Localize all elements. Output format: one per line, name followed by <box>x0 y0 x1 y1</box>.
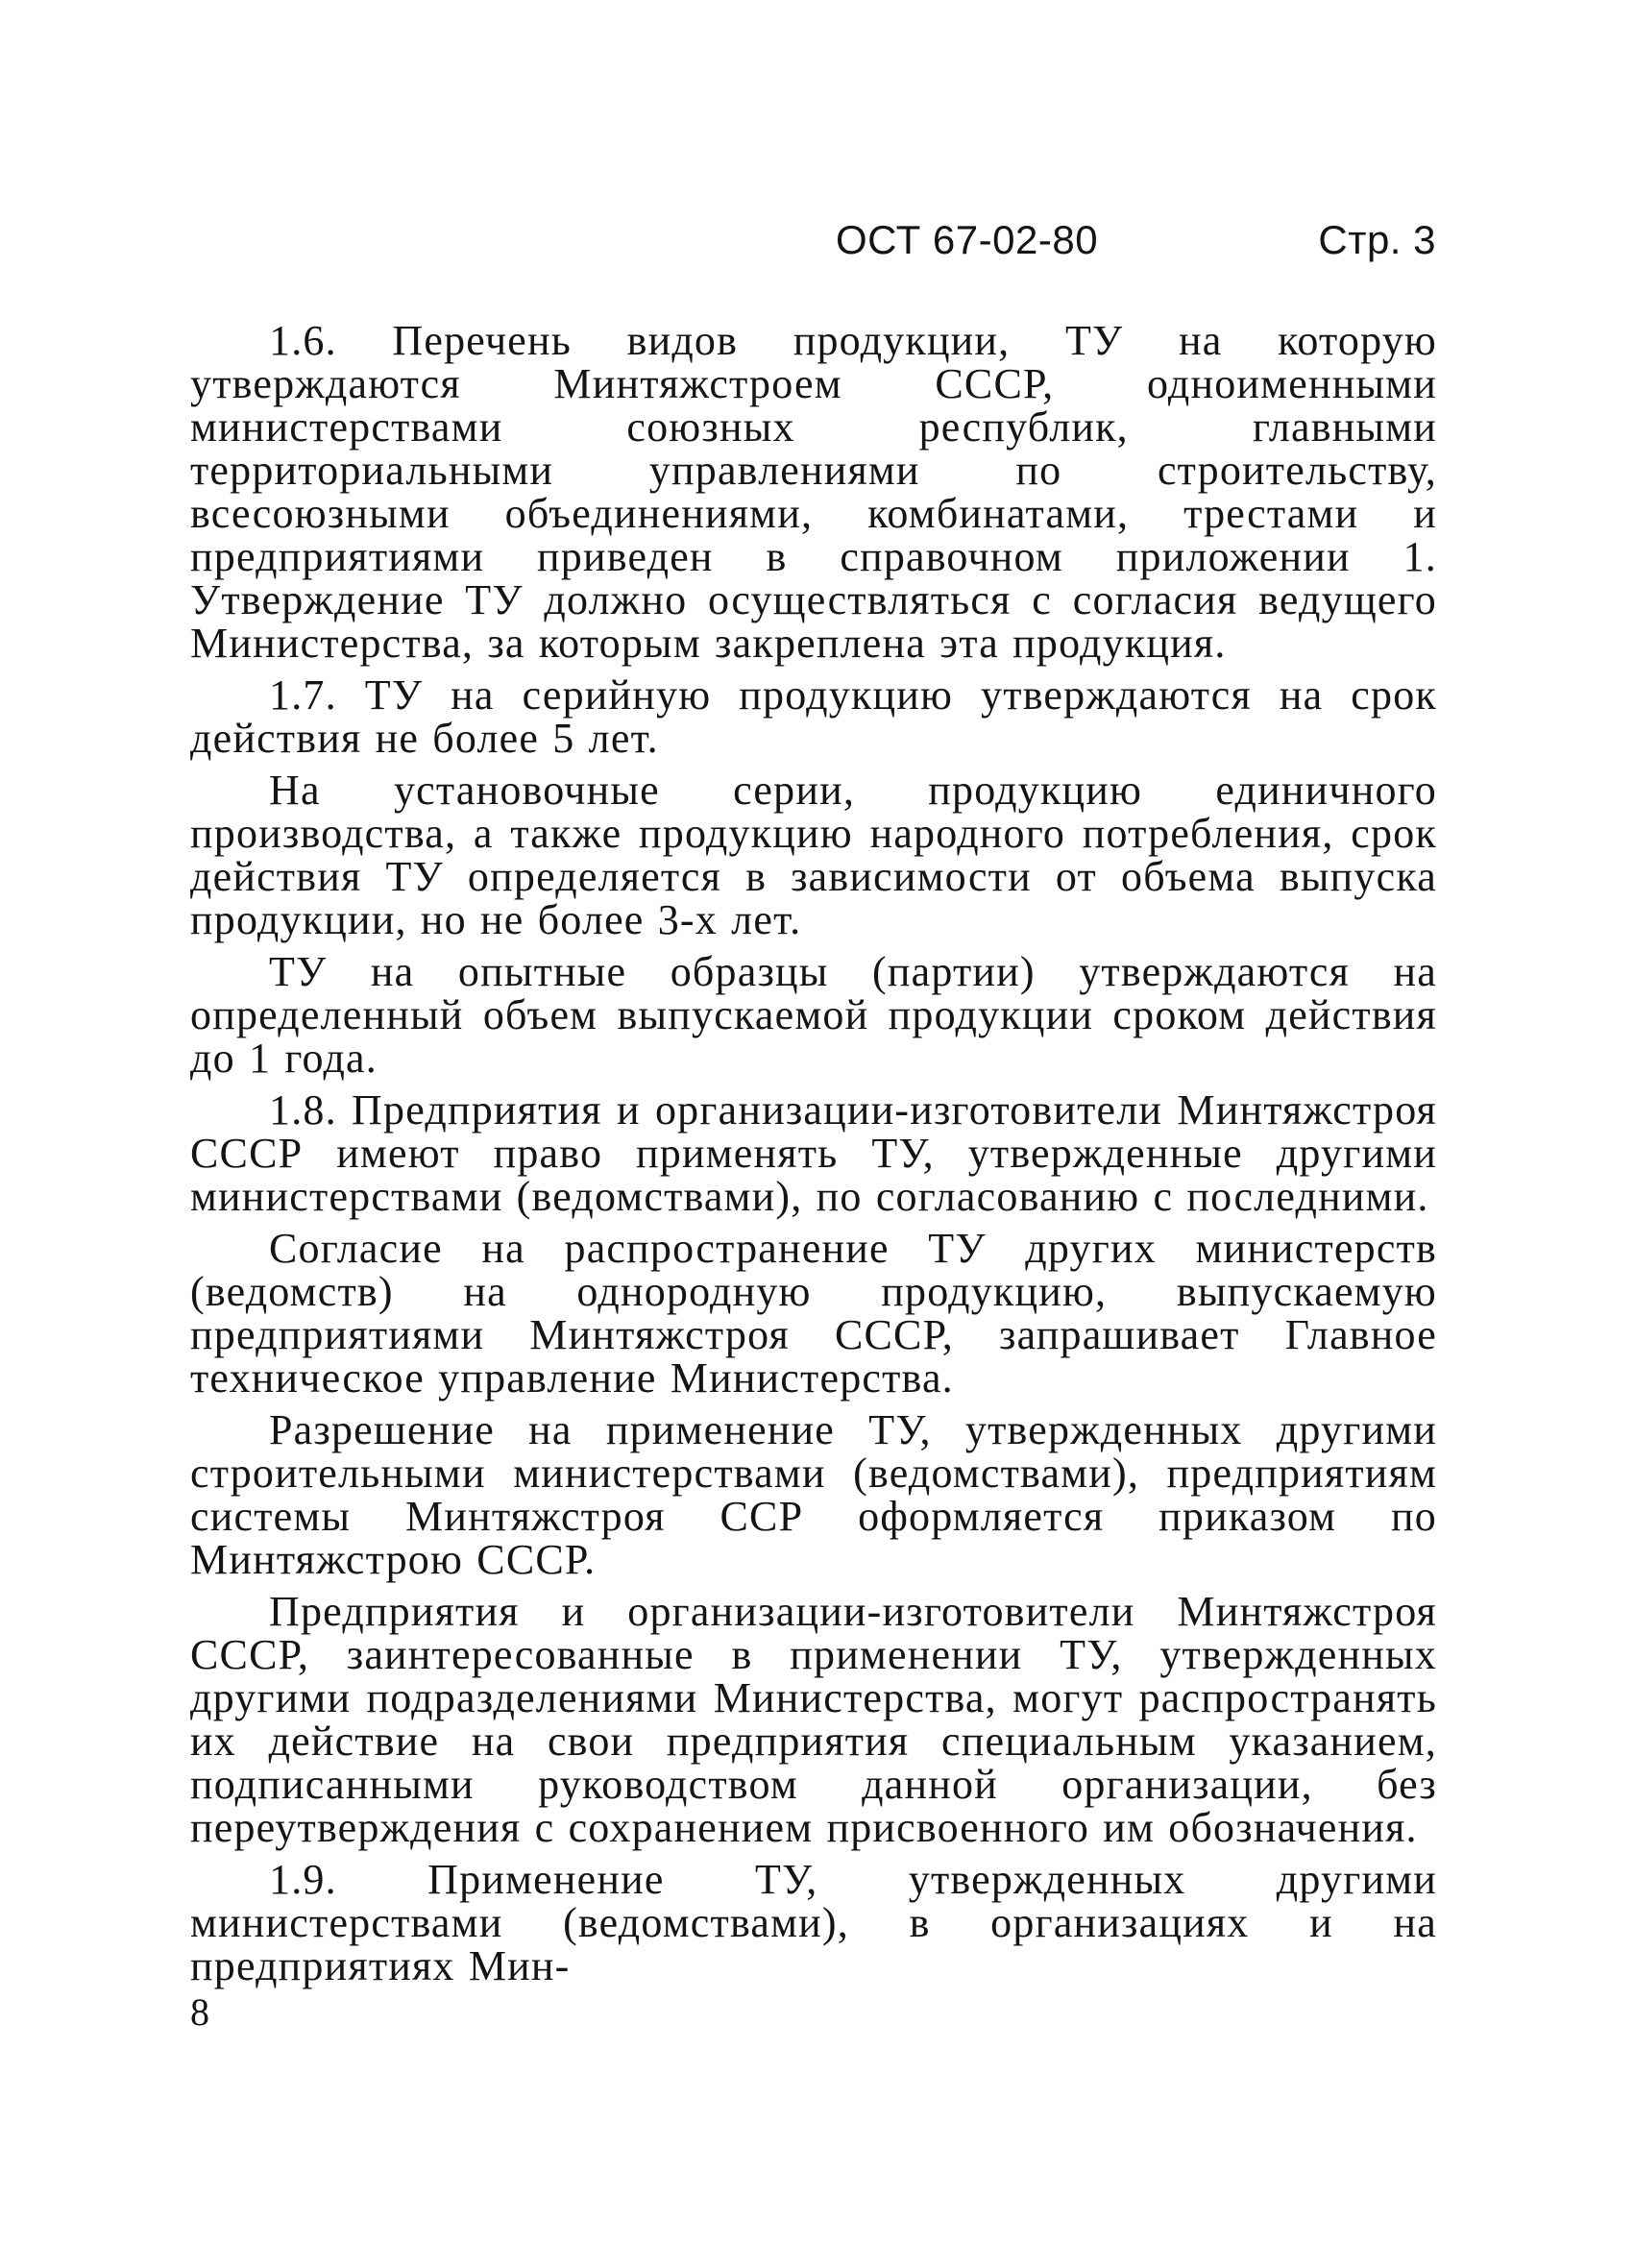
paragraph-1-7: 1.7. ТУ на серийную продукцию утверждаются на срок действия не более 5 лет. <box>190 671 1437 762</box>
paragraph-1-7-series: На установочные серии, продукцию единичного производства, а также продукцию народного потребления, срок действия ТУ определяется в зависимости от объема выпуска продукции, но не более 3-х лет. <box>190 767 1437 943</box>
document-code: ОСТ 67-02-80 <box>836 217 1099 262</box>
page-header <box>836 211 1436 269</box>
document-body <box>190 319 1437 1996</box>
paragraph-1-8-enterprises: Предприятия и организации-изготовители Минтяжстроя СССР, заинтересованные в применении ТУ, утвержденных другими подразделениями Министерства, могут распространять их действие на свои предприятия специальным указанием, подписанными руководством данной организации, без переутверждения с сохранением присвоенного им обозначения. <box>190 1588 1437 1851</box>
paragraph-1-6: 1.6. Перечень видов продукции, ТУ на которую утверждаются Минтяжстроем СССР, одноименными министерствами союзных республик, главными территориальными управлениями по строительству, всесоюзными объединениями, комбинатами, трестами и предприятиями приведен в справочном приложении 1. Утверждение ТУ должно осуществляться с согласия ведущего Министерства, за которым закреплена эта продукция. <box>190 317 1437 667</box>
paragraph-1-8: 1.8. Предприятия и организации-изготовители Минтяжстроя СССР имеют право применять ТУ, утвержденные другими министерствами (ведомствами), по согласованию с последними. <box>190 1086 1437 1220</box>
page-number: 8 <box>190 1990 209 2034</box>
page-reference: Стр. 3 <box>1318 217 1436 262</box>
paragraph-1-8-permission: Разрешение на применение ТУ, утвержденных другими строительными министерствами (ведомствами), предприятиям системы Минтяжстроя ССР оформляется приказом по Минтяжстрою СССР. <box>190 1406 1437 1583</box>
paragraph-1-9: 1.9. Применение ТУ, утвержденных другими министерствами (ведомствами), в организациях и на предприятиях Мин- <box>190 1856 1437 1989</box>
paragraph-1-8-consent: Согласие на распространение ТУ других министерств (ведомств) на однородную продукцию, выпускаемую предприятиями Минтяжстроя СССР, запрашивает Главное техническое управление Министерства. <box>190 1225 1437 1402</box>
paragraph-1-7-prototypes: ТУ на опытные образцы (партии) утверждаются на определенный объем выпускаемой продукции сроком действия до 1 года. <box>190 948 1437 1082</box>
